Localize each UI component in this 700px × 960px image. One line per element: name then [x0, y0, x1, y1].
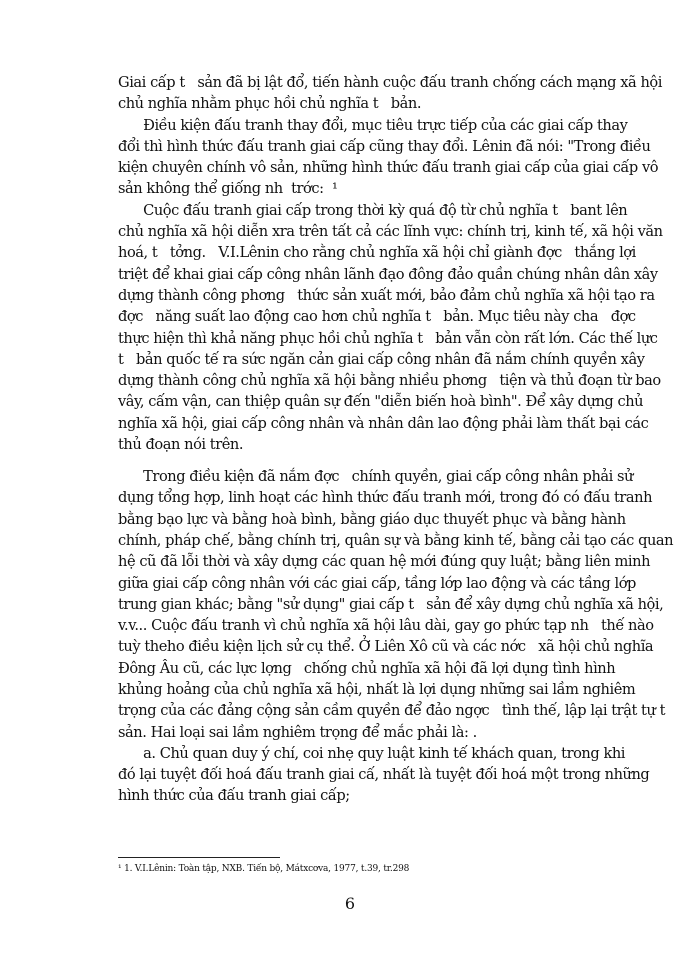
text-line: Điều kiện đấu tranh thay đổi, mục tiêu trực tiếp của các giai cấp thay — [118, 116, 628, 134]
text-line: đó lại tuyệt đối hoá đấu tranh giai cấ, nhất là tuyệt đối hoá một trong những — [118, 766, 650, 784]
text-line: kiện chuyên chính vô sản, những hình thức đấu tranh giai cấp của giai cấp vô — [118, 159, 659, 177]
text-line: vây, cấm vận, can thiệp quân sự đến "diễn biến hoà bình". Để xây dựng chủ — [118, 393, 644, 411]
text-line: chủ nghĩa nhằm phục hồi chủ nghĩa t bản. — [118, 95, 422, 113]
page-number: 6 — [344, 894, 356, 913]
paragraph-gap — [118, 455, 583, 466]
body-text — [118, 72, 674, 828]
text-line — [118, 807, 583, 828]
text-line: thực hiện thì khả năng phục hồi chủ nghĩa t bản vẫn còn rất lớn. Các thế lực — [118, 329, 658, 347]
text-line: hoá, t tởng. V.I.Lênin cho rằng chủ nghĩa xã hội chỉ giành đợc thắng lợi — [118, 244, 636, 262]
text-line: đợc năng suất lao động cao hơn chủ nghĩa t bản. Mục tiêu này cha đợc — [118, 308, 636, 326]
text-line: sản không thể giống nh trớc: ¹ — [118, 180, 338, 198]
text-line: khủng hoảng của chủ nghĩa xã hội, nhất là lợi dụng những sai lầm nghiêm — [118, 681, 636, 698]
text-line: dựng thành công phơng thức sản xuất mới, bảo đảm chủ nghĩa xã hội tạo ra — [118, 286, 655, 304]
text-line: chủ nghĩa xã hội diễn xra trên tất cả các lĩnh vực: chính trị, kinh tế, xã hội văn — [118, 223, 663, 241]
text-line: hệ cũ đã lỗi thời và xây dựng các quan hệ mới đúng quy luật; bằng liên minh — [118, 553, 651, 571]
text-line: thủ đoạn nói trên. — [118, 436, 244, 454]
text-line: trọng của các đảng cộng sản cầm quyền để đảo ngợc tình thế, lập lại trật tự t — [118, 702, 666, 720]
text-line: sản. Hai loại sai lầm nghiêm trọng để mắc phải là: . — [118, 723, 477, 741]
text-line: t bản quốc tế ra sức ngăn cản giai cấp công nhân đã nắm chính quyền xây — [118, 350, 645, 368]
text-line: Giai cấp t sản đã bị lật đổ, tiến hành cuộc đấu tranh chống cách mạng xã hội — [118, 74, 662, 91]
text-line: tuỳ theho điều kiện lịch sử cụ thể. Ở Liên Xô cũ và các nớc xã hội chủ nghĩa — [118, 638, 654, 656]
text-line: v.v... Cuộc đấu tranh vì chủ nghĩa xã hội lâu dài, gay go phức tạp nh thế nào — [118, 617, 654, 635]
text-line: chính, pháp chế, bằng chính trị, quân sự và bằng kinh tế, bằng cải tạo các quan — [118, 531, 674, 549]
text-line: hình thức của đấu tranh giai cấp; — [118, 787, 350, 805]
text-line: nghĩa xã hội, giai cấp công nhân và nhân dân lao động phải làm thất bại các — [118, 414, 649, 432]
text-line: dựng thành công chủ nghĩa xã hội bằng nhiều phơng tiện và thủ đoạn từ bao — [118, 372, 661, 390]
footnote: ¹ 1. V.I.Lênin: Toàn tập, NXB. Tiến bộ, Mátxcơva, 1977, t.39, tr.298 — [118, 864, 410, 874]
text-line: Đông Âu cũ, các lực lợng chống chủ nghĩa xã hội đã lợi dụng tình hình — [118, 659, 616, 677]
text-line: đổi thì hình thức đấu tranh giai cấp cũng thay đổi. Lênin đã nói: "Trong điều — [118, 137, 651, 155]
text-line: Trong điều kiện đã nắm đợc chính quyền, giai cấp công nhân phải sử — [118, 468, 634, 486]
text-line: triệt để khai giai cấp công nhân lãnh đạo đông đảo quần chúng nhân dân xây — [118, 265, 658, 283]
footnote-separator — [118, 857, 280, 858]
text-line: giữa giai cấp công nhân với các giai cấp, tầng lớp lao động và các tầng lớp — [118, 574, 636, 592]
text-line: a. Chủ quan duy ý chí, coi nhẹ quy luật kinh tế khách quan, trong khi — [118, 744, 626, 762]
text-line: Cuộc đấu tranh giai cấp trong thời kỳ quá độ từ chủ nghĩa t bant lên — [118, 201, 628, 219]
text-line: dụng tổng hợp, linh hoạt các hình thức đấu tranh mới, trong đó có đấu tranh — [118, 489, 653, 507]
text-line: bằng bạo lực và bằng hoà bình, bằng giáo dục thuyết phục và bằng hành — [118, 510, 626, 528]
text-line: trung gian khác; bằng "sử dụng" giai cấp t sản để xây dựng chủ nghĩa xã hội, — [118, 595, 664, 613]
